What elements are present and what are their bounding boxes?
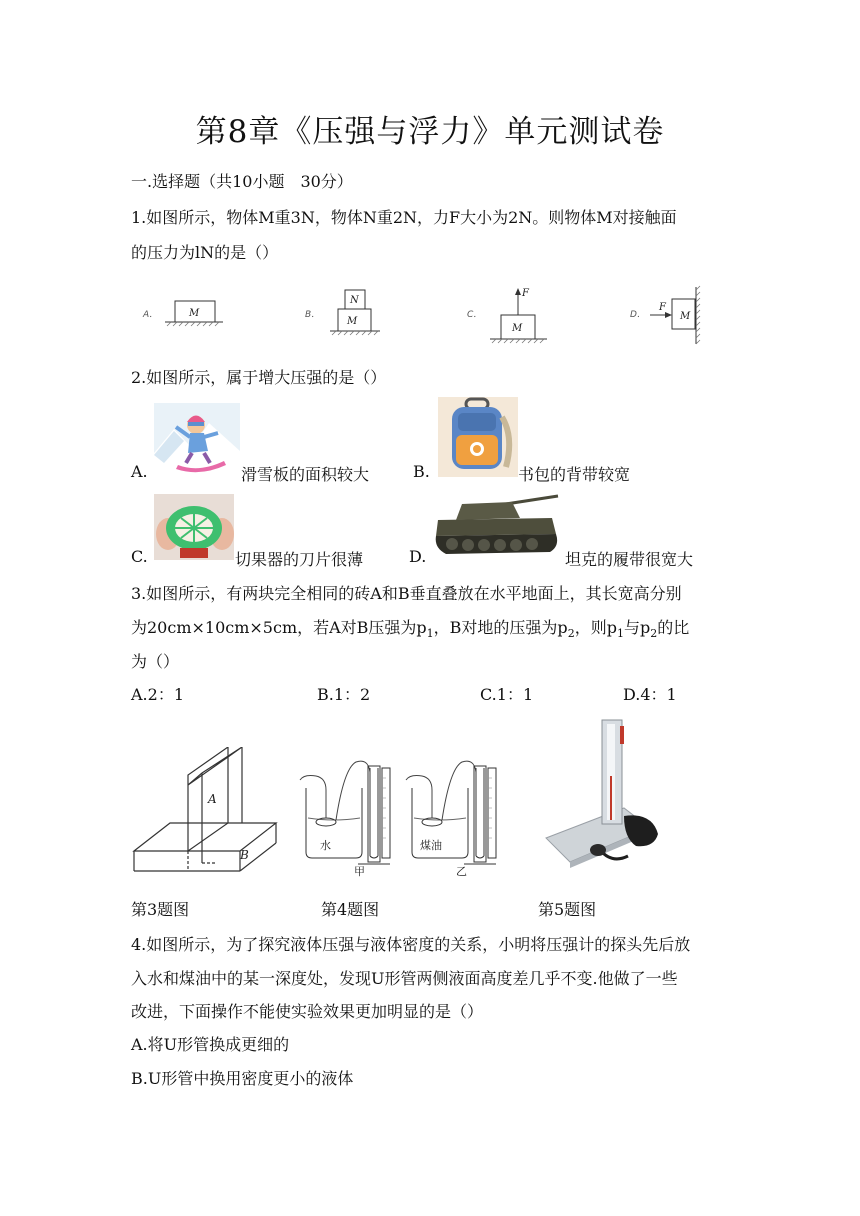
q1-stem-line2: 的压力为lN的是（） [131, 243, 279, 262]
svg-text:A: A [208, 792, 217, 806]
q1-option-a-label: A． [143, 310, 159, 320]
q2-option-a-text: 滑雪板的面积较大 [241, 465, 370, 484]
q3-option-c: C.1：1 [480, 685, 534, 704]
manometer-figure [286, 748, 502, 878]
q4-option-b: B.U形管中换用密度更小的液体 [131, 1069, 354, 1088]
figure-3-caption: 第3题图 [131, 900, 190, 919]
q4-stem-line3: 改进，下面操作不能使实验效果更加明显的是（） [131, 1002, 484, 1021]
q2-option-a-letter: A. [131, 462, 148, 481]
q1-figure [135, 282, 715, 352]
q2-option-b-text: 书包的背带较宽 [518, 465, 631, 484]
q2-option-d-text: 坦克的履带很宽大 [565, 550, 694, 569]
sphygmomanometer-image [540, 716, 670, 868]
q4-stem-line2: 入水和煤油中的某一深度处，发现U形管两侧液面高度差几乎不变.他做了一些 [131, 969, 678, 988]
q3-stem-line2: 为20cm×10cm×5cm，若A对B压强为$p_1$，B对地的压强为$p_2$，则$p_1$与$p_2$的比 [131, 618, 690, 641]
page-title: 第8章《压强与浮力》单元测试卷 [195, 114, 665, 150]
q1-option-b-label: B． [305, 310, 321, 320]
figure-4-caption: 第4题图 [321, 900, 380, 919]
tank-image [432, 490, 562, 562]
svg-text:M: M [680, 311, 691, 322]
svg-text:乙: 乙 [456, 865, 467, 878]
q3-option-a: A.2：1 [131, 685, 185, 704]
q2-stem: 2.如图所示，属于增大压强的是（） [131, 368, 387, 387]
figure-5-caption: 第5题图 [538, 900, 597, 919]
fruit-cutter-image [154, 494, 234, 560]
q3-stem-line3: 为（） [131, 652, 180, 671]
q2-option-c-text: 切果器的刀片很薄 [235, 550, 364, 569]
q2-option-d-letter: D. [409, 547, 427, 566]
svg-text:M: M [189, 308, 200, 319]
svg-text:F: F [522, 288, 529, 299]
svg-text:煤油: 煤油 [420, 839, 442, 852]
q3-option-b: B.1：2 [317, 685, 371, 704]
q1-option-c-label: C． [467, 310, 483, 320]
q1-stem-line1: 1.如图所示，物体M重3N，物体N重2N，力F大小为2N。则物体M对接触面 [131, 208, 677, 227]
svg-text:B: B [240, 848, 249, 862]
q2-option-b-letter: B. [413, 462, 430, 481]
svg-text:N: N [350, 295, 359, 306]
q3-option-d: D.4：1 [623, 685, 677, 704]
q2-option-c-letter: C. [131, 547, 148, 566]
svg-text:M: M [512, 323, 523, 334]
bricks-figure [130, 747, 280, 877]
q3-stem-line1: 3.如图所示，有两块完全相同的砖A和B垂直叠放在水平地面上，其长宽高分别 [131, 584, 682, 603]
q1-option-d-label: D． [630, 310, 646, 320]
svg-text:水: 水 [320, 839, 331, 852]
q4-stem-line1: 4.如图所示，为了探究液体压强与液体密度的关系，小明将压强计的探头先后放 [131, 935, 691, 954]
section-heading: 一.选择题（共10小题 30分） [131, 172, 353, 191]
svg-text:F: F [659, 302, 666, 313]
q4-option-a: A.将U形管换成更细的 [131, 1035, 290, 1054]
svg-text:M: M [347, 316, 358, 327]
svg-text:甲: 甲 [354, 865, 365, 878]
backpack-image [438, 397, 518, 477]
snowboarder-image [154, 403, 240, 477]
